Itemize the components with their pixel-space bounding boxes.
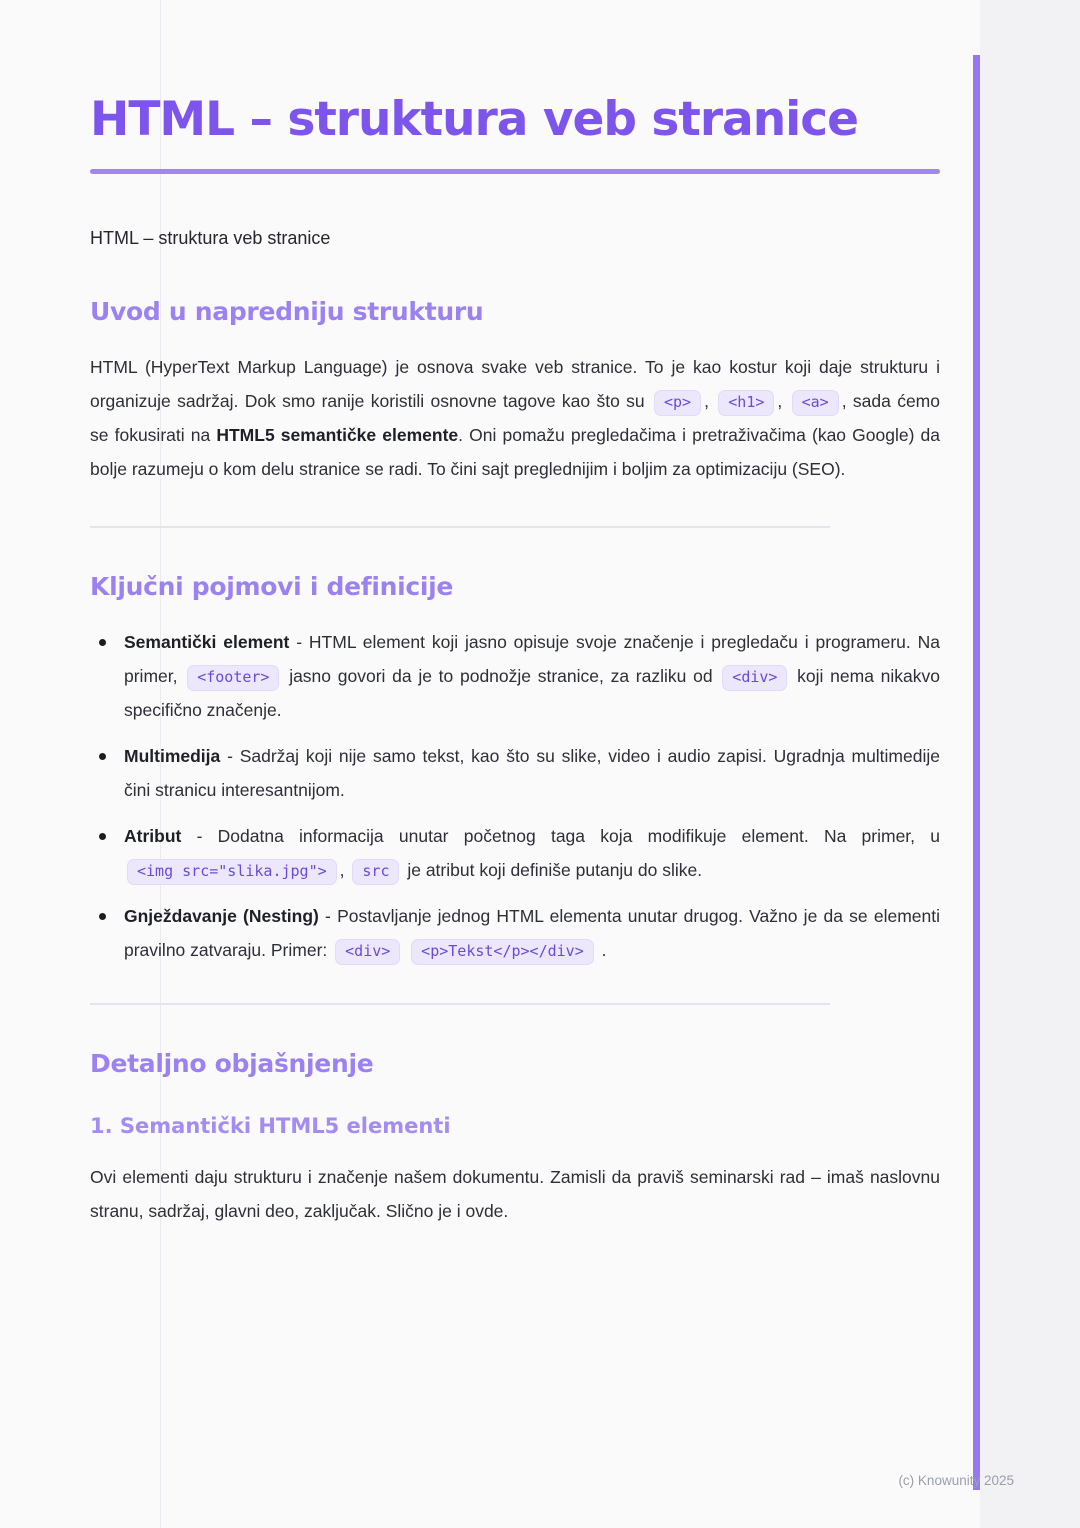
subsection-heading-semantic-elements: 1. Semantički HTML5 elementi <box>90 1114 451 1138</box>
list-item-multimedija: Multimedija - Sadržaj koji nije samo tekst, kao što su slike, video i audio zapisi. Ugradnja multimedije čini stranicu interesantnijom. <box>90 739 940 807</box>
title-underline-rule <box>90 169 940 174</box>
list-item-atribut: Atribut - Dodatna informacija unutar početnog taga koja modifikuje element. Na primer, u <img src="slika.jpg"> , src je atribut koji definiše putanju do slike. <box>90 819 940 887</box>
section-heading-intro: Uvod u napredniju strukturu <box>90 297 484 326</box>
list-item-semanticki-element: Semantički element - HTML element koji jasno opisuje svoje značenje i pregledaču i programeru. Na primer, <footer> jasno govori da je to podnožje stranice, za razliku od <div> koji nema nikakvo specifično značenje. <box>90 625 940 727</box>
inline-code-chip: <div> <box>722 665 787 691</box>
inline-code-chip: <a> <box>792 390 839 416</box>
inline-code-chip: <img src="slika.jpg"> <box>127 859 337 885</box>
section-divider <box>90 1003 830 1005</box>
section-divider <box>90 526 830 528</box>
bold-term: Multimedija <box>124 746 221 766</box>
footer-credit: (c) Knowunity 2025 <box>898 1473 1014 1488</box>
bold-term: HTML5 semantičke elemente <box>216 425 459 445</box>
inline-code-chip: <footer> <box>187 665 279 691</box>
page-subtitle: HTML – struktura veb stranice <box>90 228 331 248</box>
right-accent-bar <box>973 55 980 1490</box>
bold-term: Semantički element <box>124 632 290 652</box>
bold-term: Gnježdavanje (Nesting) <box>124 906 319 926</box>
inline-code-chip: <h1> <box>718 390 774 416</box>
key-terms-list <box>90 625 940 967</box>
section-heading-key-terms: Ključni pojmovi i definicije <box>90 572 454 601</box>
inline-code-chip: <p> <box>654 390 701 416</box>
section-heading-details: Detaljno objašnjenje <box>90 1049 374 1078</box>
page-right-gutter <box>980 0 1080 1528</box>
inline-code-chip: src <box>352 859 399 885</box>
document-content <box>90 0 940 1228</box>
bold-term: Atribut <box>124 826 182 846</box>
intro-paragraph: HTML (HyperText Markup Language) je osnova svake veb stranice. To je kao kostur koji daje strukturu i organizuje sadržaj. Dok smo ranije koristili osnovne tagove kao što su <p> , <h1> , <a> , sada ćemo se fokusirati na HTML5 semantičke elemente. Oni pomažu pregledačima i pretraživačima (kao Google) da bolje razumeju o kom delu stranice se radi. To čini sajt preglednijim i boljim za optimizaciju (SEO). <box>90 357 941 479</box>
details-paragraph: Ovi elementi daju strukturu i značenje našem dokumentu. Zamisli da praviš seminarski rad – imaš naslovnu stranu, sadržaj, glavni deo, zaključak. Slično je i ovde. <box>90 1167 940 1221</box>
inline-code-chip: <div> <box>335 939 400 965</box>
page-title: HTML – struktura veb stranice <box>90 92 859 147</box>
list-item-gnjezdavanje: Gnježdavanje (Nesting) - Postavljanje jednog HTML elementa unutar drugog. Važno je da se elementi pravilno zatvaraju. Primer: <div> <p>Tekst</p></div> . <box>90 899 940 967</box>
inline-code-chip: <p>Tekst</p></div> <box>411 939 594 965</box>
